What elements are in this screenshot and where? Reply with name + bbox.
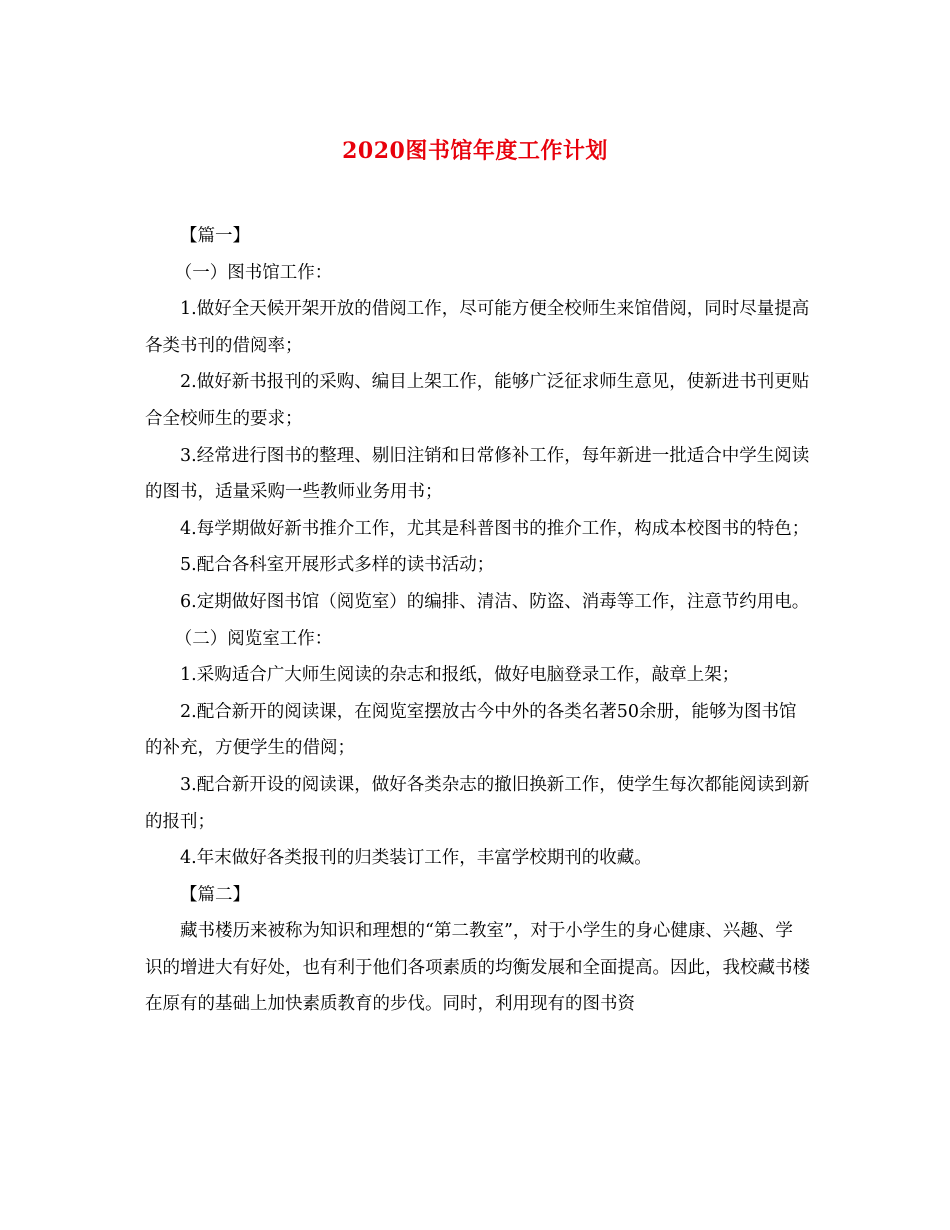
- paragraph-reading-room-item-2: 2.配合新开的阅读课，在阅览室摆放古今中外的各类名著50余册，能够为图书馆的补充，方便学生的借阅；: [145, 701, 797, 759]
- paragraph-library-item-5: 5.配合各科室开展形式多样的读书活动；: [180, 555, 495, 576]
- paragraph-library-item-4: 4.每学期做好新书推介工作，尤其是科普图书的推介工作，构成本校图书的特色；: [180, 518, 810, 539]
- paragraph-reading-room-item-4: 4.年末做好各类报刊的归类装订工作，丰富学校期刊的收藏。: [180, 848, 652, 869]
- document-title: 2020图书馆年度工作计划: [342, 138, 608, 164]
- document-body: [145, 218, 810, 1023]
- paragraph-reading-room-item-3: 3.配合新开设的阅读课，做好各类杂志的撤旧换新工作，使学生每次都能阅读到新的报刊；: [145, 774, 810, 832]
- section-heading-part-two: 【篇二】: [180, 884, 250, 905]
- subheading-reading-room-work: （二）阅览室工作：: [174, 628, 333, 649]
- section-heading-part-one: 【篇一】: [180, 226, 250, 246]
- paragraph-library-item-1: 1.做好全天候开架开放的借阅工作，尽可能方便全校师生来馆借阅，同时尽量提高各类书刊的借阅率；: [145, 299, 810, 356]
- paragraph-part-two-intro: 藏书楼历来被称为知识和理想的“第二教室”，对于小学生的身心健康、兴趣、学识的增进大有好处，也有利于他们各项素质的均衡发展和全面提高。因此，我校藏书楼在原有的基础上加快素质教育的步伐。同时，利用现有的图书资: [145, 921, 810, 1015]
- paragraph-library-item-2: 2.做好新书报刊的采购、编目上架工作，能够广泛征求师生意见，使新进书刊更贴合全校师生的要求；: [145, 372, 810, 429]
- subheading-library-work: （一）图书馆工作：: [174, 262, 333, 283]
- paragraph-library-item-3: 3.经常进行图书的整理、剔旧注销和日常修补工作，每年新进一批适合中学生阅读的图书，适量采购一些教师业务用书；: [145, 445, 810, 503]
- paragraph-reading-room-item-1: 1.采购适合广大师生阅读的杂志和报纸，做好电脑登录工作，敲章上架；: [180, 665, 740, 686]
- paragraph-library-item-6: 6.定期做好图书馆（阅览室）的编排、清洁、防盗、消毒等工作，注意节约用电。: [180, 591, 810, 612]
